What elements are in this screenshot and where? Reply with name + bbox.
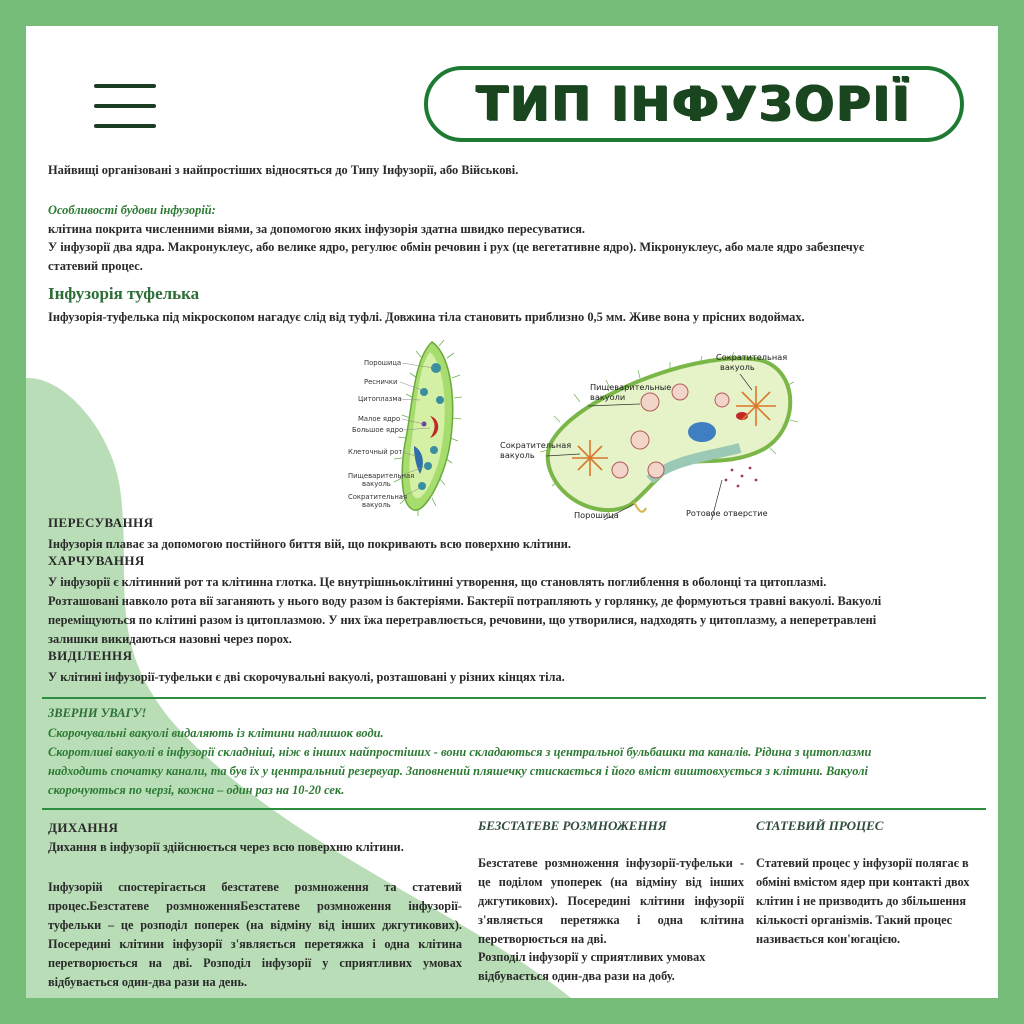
asexual-paragraph-1: Безстатеве розмноження інфузорії-туфельки - це поділом упоперек (на відміну від інших джгутикових). Посередині клітини інфузорії з'являється перетяжка і одна клітина перетворюється на дві. [478, 856, 744, 946]
label-cytoplasm: Цитоплазма [358, 395, 402, 403]
breathing-heading: ДИХАННЯ [48, 820, 119, 835]
divider-bottom [42, 808, 986, 810]
label-macronucleus: Большое ядро [352, 426, 404, 434]
label-contractile-left-2: вакуоль [500, 450, 535, 460]
features-line-1: клітина покрита численними віями, за допомогою яких інфузорія здатна швидко пересуватися. [48, 222, 585, 236]
movement-heading: ПЕРЕСУВАННЯ [48, 515, 154, 530]
label-digestive-vac-1: Пищеварительная [348, 472, 415, 480]
label-micronucleus: Малое ядро [358, 415, 401, 423]
features-heading: Особливості будови інфузорій: [48, 203, 216, 217]
attention-line-3: надходить спочатку канали, та був їх у центральний резервуар. Заповнений пляшечку стискається і його вміст виштовхується з клітини. Вакуолі [48, 764, 868, 778]
label-cell-mouth: Клеточный рот [348, 448, 403, 456]
attention-line-2: Скоротливі вакуолі в інфузорії складніші, ніж в інших найпростіших - вони складаються з центральної бульбашки та каналів. Рідина з цитоплазми [48, 745, 872, 759]
divider-top [42, 697, 986, 699]
movement-text: Інфузорія плаває за допомогою постійного биття вій, що покривають всю поверхню клітини. [48, 537, 571, 551]
label-contractile-left-1: Сократительная [500, 440, 572, 450]
asexual-paragraph-2: Розподіл інфузорії у сприятливих умовах відбувається один-два рази на добу. [478, 950, 706, 983]
feeding-heading: ХАРЧУВАННЯ [48, 553, 145, 568]
title-banner [424, 66, 964, 142]
label-contractile-vac-2: вакуоль [362, 501, 391, 509]
label-food-vacuoles-1: Пищеварительные [590, 382, 672, 392]
label-anus: Порошица [574, 510, 619, 520]
label-cilia: Реснички [364, 378, 398, 386]
label-contractile-top-1: Сократительная [716, 352, 788, 362]
features-line-3: статевий процес. [48, 259, 143, 273]
feeding-line-2: Розташовані навколо рота вії заганяють у нього воду разом із бактеріями. Бактерії потрапляють у горлянку, де формуються травні вакуолі. Вакуолі [48, 594, 882, 608]
label-food-vacuoles-2: вакуоли [590, 392, 626, 402]
breathing-paragraph: Інфузорій спостерігається безстатеве розмноження та статевий процес.Безстатеве розмноженняБезстатеве розмноження інфузорії-туфельки – це розподіл поперек (на відміну від інших джгутикових). Посередині клітини інфузорії з'являється перетяжка і одна клітина перетворюється на дві. Розподіл інфузорії у сприятливих умовах відбувається один-два рази на день. [48, 880, 462, 989]
paramecium-diagram-left [344, 338, 484, 518]
feeding-line-3: переміщуються по клітині разом із цитоплазмою. У них їжа перетравлюється, речовини, що утворилися, надходять у цитоплазму, а неперетравлені [48, 613, 877, 627]
slipper-text: Інфузорія-туфелька під мікроскопом нагадує слід від туфлі. Довжина тіла становить приблизно 0,5 мм. Живе вона у прісних водоймах. [48, 310, 805, 324]
features-line-2: У інфузорії два ядра. Макронуклеус, або велике ядро, регулює обмін речовин і рух (це вегетативне ядро). Мікронуклеус, або мале ядро забезпечує [48, 240, 865, 254]
intro-text: Найвищі організовані з найпростіших відносяться до Типу Інфузорії, або Військові. [48, 163, 519, 177]
poster-sheet [26, 26, 998, 998]
hamburger-menu-icon[interactable] [94, 82, 156, 132]
feeding-line-1: У інфузорії є клітинний рот та клітинна глотка. Це внутрішньоклітинні утворення, що становлять поглиблення в оболонці та цитоплазмі. [48, 575, 827, 589]
content-layer [26, 26, 998, 998]
attention-line-4: скорочуються по черзі, кожна – один раз на 10-20 сек. [48, 783, 345, 797]
label-contractile-vac-1: Сократительная [348, 493, 408, 501]
label-contractile-top-2: вакуоль [720, 362, 755, 372]
sexual-heading: СТАТЕВИЙ ПРОЦЕС [756, 818, 884, 833]
label-digestive-vac-2: вакуоль [362, 480, 391, 488]
page-title: ТИП ІНФУЗОРІЇ [476, 76, 912, 132]
paramecium-diagram-right [500, 330, 800, 520]
label-mouth-opening: Ротовое отверстие [686, 508, 768, 518]
excretion-heading: ВИДІЛЕННЯ [48, 648, 133, 663]
excretion-text: У клітині інфузорії-туфельки є дві скорочувальні вакуолі, розташовані у різних кінцях тіла. [48, 670, 565, 684]
label-poroshitsa: Порошица [364, 359, 402, 367]
feeding-line-4: залишки викидаються назовні через порох. [48, 632, 292, 646]
asexual-heading: БЕЗСТАТЕВЕ РОЗМНОЖЕННЯ [478, 818, 667, 833]
slipper-heading: Інфузорія туфелька [48, 284, 200, 303]
attention-heading: ЗВЕРНИ УВАГУ! [48, 706, 147, 720]
sexual-paragraph: Статевий процес у інфузорії полягає в обміні вмістом ядер при контакті двох клітин і не призводить до збільшення кількості організмів. Такий процес називається кон'югацією. [756, 856, 970, 946]
breathing-line-1: Дихання в інфузорії здійснюється через всю поверхню клітини. [48, 840, 404, 854]
attention-line-1: Скорочувальні вакуолі видаляють із клітини надлишок води. [48, 726, 384, 740]
